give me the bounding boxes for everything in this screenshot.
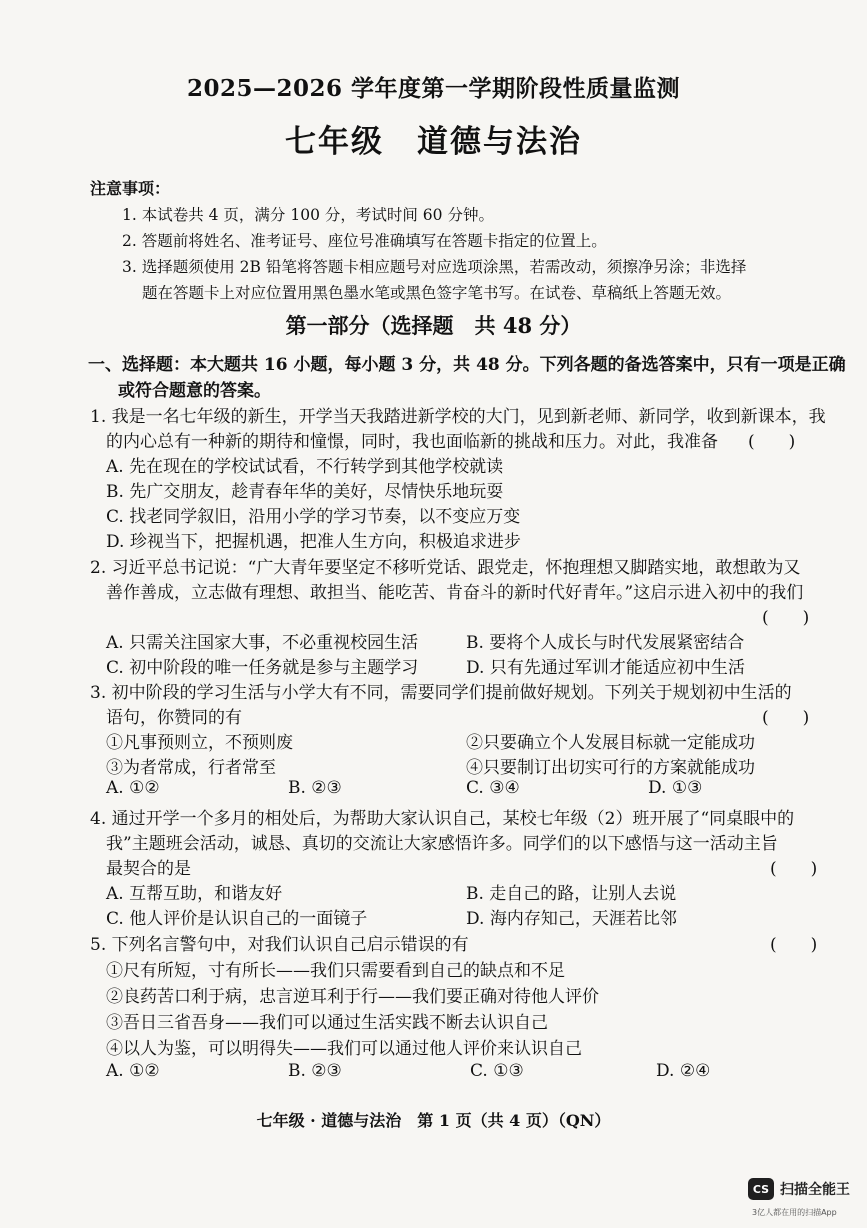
- question-1-stem: 1. 我是一名七年级的新生，开学当天我踏进新学校的大门，见到新老师、新同学，收到新课本，我: [90, 407, 826, 427]
- answer-blank: ( ): [770, 935, 818, 955]
- question-2-option: C. 初中阶段的唯一任务就是参与主题学习: [106, 658, 419, 678]
- question-5-statement: ③吾日三省吾身——我们可以通过生活实践不断去认识自己: [106, 1013, 548, 1033]
- question-4-option: C. 他人评价是认识自己的一面镜子: [106, 909, 368, 929]
- question-3-stem: 语句，你赞同的有: [106, 708, 242, 728]
- question-3-stem: 3. 初中阶段的学习生活与小学大有不同，需要同学们提前做好规划。下列关于规划初中生活的: [90, 683, 792, 703]
- question-2-option: A. 只需关注国家大事，不必重视校园生活: [106, 633, 419, 653]
- question-3-option: A. ①②: [106, 778, 160, 798]
- question-5-statement: ②良药苦口利于病，忠言逆耳利于行——我们要正确对待他人评价: [106, 987, 599, 1007]
- question-2-stem: 2. 习近平总书记说：“广大青年要坚定不移听党话、跟党走，怀抱理想又脚踏实地，敢想敢为又: [90, 558, 801, 578]
- question-3-statement: ②只要确立个人发展目标就一定能成功: [466, 733, 755, 753]
- question-1-option: C. 找老同学叙旧，沿用小学的学习节奏，以不变应万变: [106, 507, 521, 527]
- scanner-watermark: [748, 1178, 850, 1200]
- section-title: 第一部分（选择题 共 48 分）: [285, 313, 582, 338]
- question-1-option: A. 先在现在的学校试试看，不行转学到其他学校就读: [106, 457, 504, 477]
- notice-item: 2. 答题前将姓名、准考证号、座位号准确填写在答题卡指定的位置上。: [122, 232, 607, 250]
- notice-item: 题在答题卡上对应位置用黑色墨水笔或黑色签字笔书写。在试卷、草稿纸上答题无效。: [142, 284, 732, 302]
- notice-item: 1. 本试卷共 4 页，满分 100 分，考试时间 60 分钟。: [122, 206, 494, 224]
- notice-item: 3. 选择题须使用 2B 铅笔将答题卡相应题号对应选项涂黑，若需改动，须擦净另涂；非选择: [122, 258, 747, 276]
- answer-blank: ( ): [762, 708, 810, 728]
- question-4-stem: 最契合的是: [106, 859, 191, 879]
- question-4-option: A. 互帮互助，和谐友好: [106, 884, 283, 904]
- instructions-line: 或符合题意的答案。: [118, 381, 271, 401]
- question-3-option: D. ①③: [648, 778, 703, 798]
- question-5-option: C. ①③: [470, 1061, 524, 1081]
- question-1-option: D. 珍视当下，把握机遇，把准人生方向，积极追求进步: [106, 532, 521, 552]
- question-5-option: D. ②④: [656, 1061, 711, 1081]
- question-2-option: D. 只有先通过军训才能适应初中生活: [466, 658, 745, 678]
- question-3-statement: ③为者常成，行者常至: [106, 758, 276, 778]
- question-4-stem: 我”主题班会活动，诚恳、真切的交流让大家感悟许多。同学们的以下感悟与这一活动主旨: [106, 834, 778, 854]
- question-3-option: C. ③④: [466, 778, 520, 798]
- question-1-option: B. 先广交朋友，趁青春年华的美好，尽情快乐地玩耍: [106, 482, 504, 502]
- exam-title: 2025—2026 学年度第一学期阶段性质量监测: [186, 75, 681, 102]
- question-4-stem: 4. 通过开学一个多月的相处后，为帮助大家认识自己，某校七年级（2）班开展了“同桌眼中的: [90, 809, 795, 829]
- notice-heading: 注意事项：: [90, 179, 171, 198]
- question-5-statement: ④以人为鉴，可以明得失——我们可以通过他人评价来认识自己: [106, 1039, 582, 1059]
- scanner-logo-icon: CS: [748, 1178, 774, 1200]
- exam-subject: 七年级 道德与法治: [285, 124, 582, 160]
- question-3-statement: ④只要制订出切实可行的方案就能成功: [466, 758, 755, 778]
- question-3-option: B. ②③: [288, 778, 342, 798]
- answer-blank: ( ): [748, 432, 796, 452]
- question-5-option: A. ①②: [106, 1061, 160, 1081]
- question-4-option: B. 走自己的路，让别人去说: [466, 884, 677, 904]
- question-5-stem: 5. 下列名言警句中，对我们认识自己启示错误的有: [90, 935, 469, 955]
- page-footer: 七年级 · 道德与法治 第 1 页（共 4 页）（QN）: [256, 1111, 611, 1130]
- question-2-option: B. 要将个人成长与时代发展紧密结合: [466, 633, 745, 653]
- instructions-line: 一、选择题：本大题共 16 小题，每小题 3 分，共 48 分。下列各题的备选答案中，只有一项是正确: [88, 355, 846, 375]
- question-5-statement: ①尺有所短，寸有所长——我们只需要看到自己的缺点和不足: [106, 961, 565, 981]
- scanner-tagline: 3亿人都在用的扫描App: [752, 1208, 837, 1217]
- question-1-stem: 的内心总有一种新的期待和憧憬，同时，我也面临新的挑战和压力。对此，我准备: [106, 432, 718, 452]
- scanner-app-name: 扫描全能王: [780, 1182, 850, 1198]
- question-3-statement: ①凡事预则立，不预则废: [106, 733, 293, 753]
- question-2-stem: 善作善成，立志做有理想、敢担当、能吃苦、肯奋斗的新时代好青年。”这启示进入初中的我们: [106, 583, 804, 603]
- question-4-option: D. 海内存知己，天涯若比邻: [466, 909, 677, 929]
- answer-blank: ( ): [770, 859, 818, 879]
- answer-blank: ( ): [762, 608, 810, 628]
- question-5-option: B. ②③: [288, 1061, 342, 1081]
